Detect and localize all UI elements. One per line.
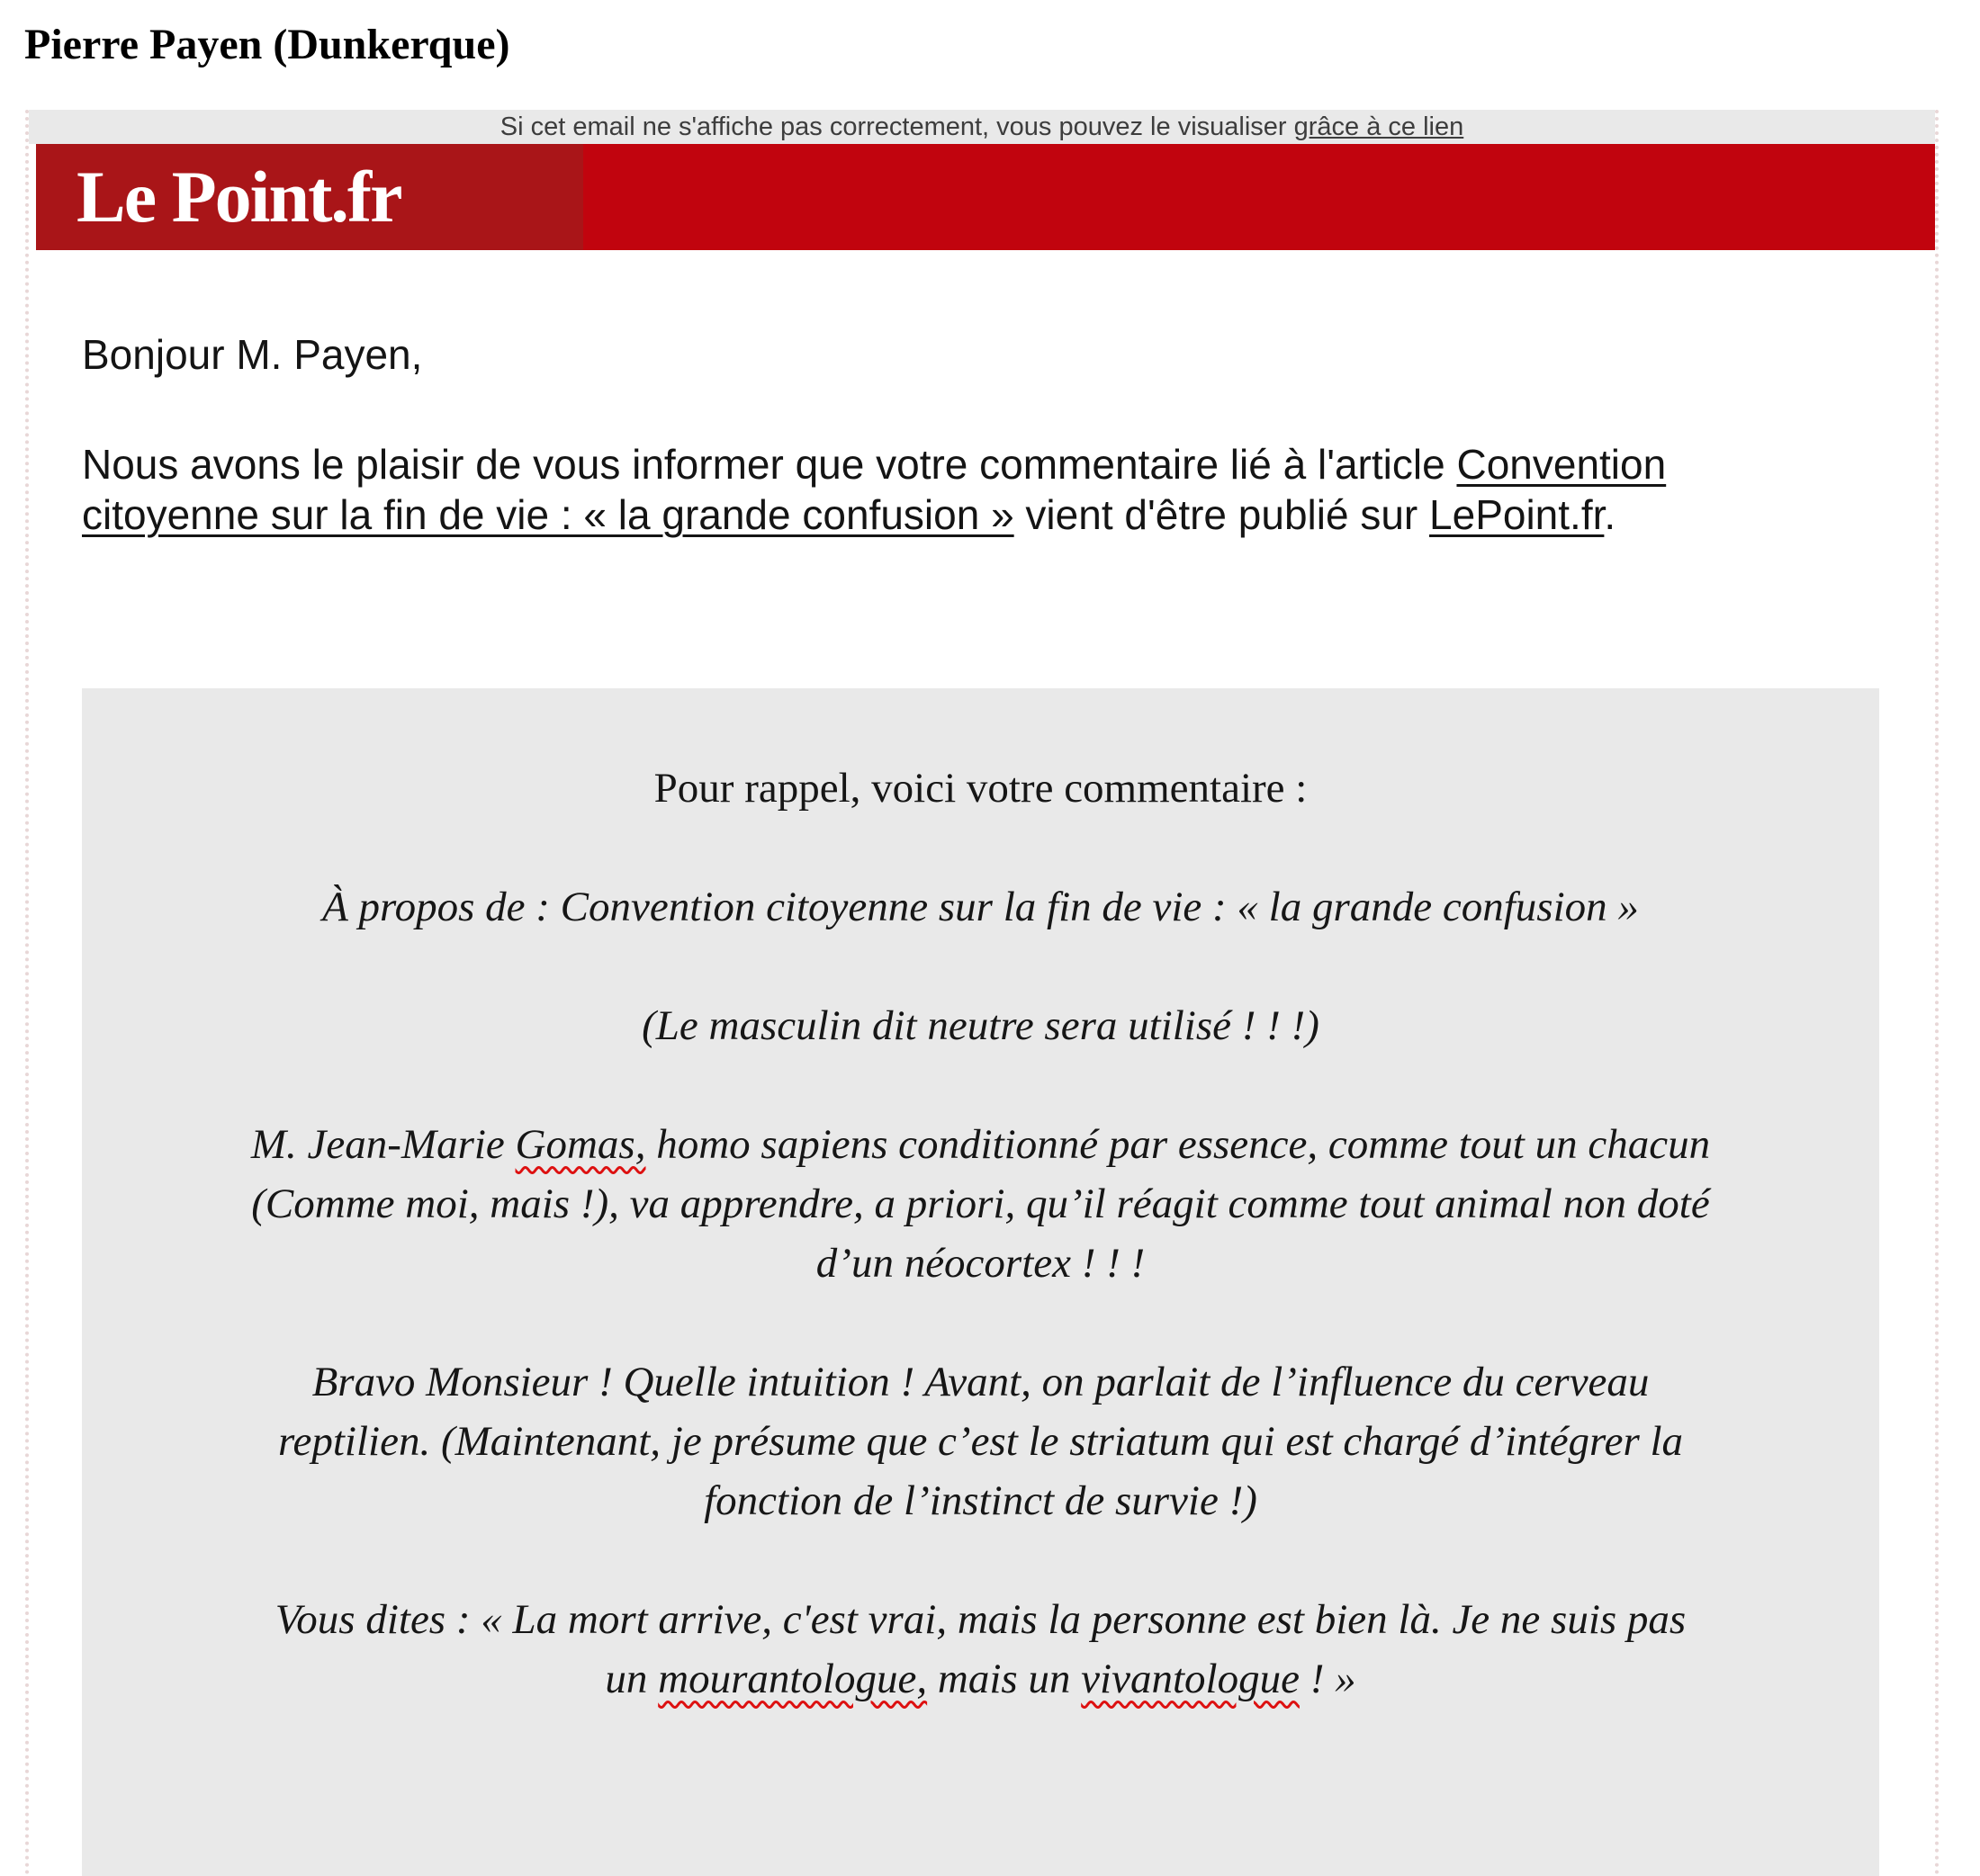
article-link-part-2[interactable]: citoyenne sur la fin de vie : « la grande confusion » <box>82 491 1014 538</box>
email-body <box>29 250 1935 1876</box>
lepoint-logo-text: Le Point.fr <box>76 156 401 238</box>
misspelled-word-mourantologue: mourantologue, <box>658 1656 928 1702</box>
para2-line2: reptilien. (Maintenant, je présume que c’est le striatum qui est chargé d’intégrer la <box>277 1418 1684 1465</box>
email-wrapper <box>25 110 1939 1876</box>
comment-paragraph-1 <box>100 1115 1861 1293</box>
brand-logo <box>36 144 583 250</box>
publish-text-end: . <box>1604 491 1616 538</box>
para3-text: mais un <box>927 1656 1082 1702</box>
para1-line3: d’un néocortex ! ! ! <box>815 1240 1146 1287</box>
comment-paragraph-3 <box>100 1590 1861 1709</box>
comment-paragraph-2 <box>100 1352 1861 1530</box>
sender-title: Pierre Payen (Dunkerque) <box>24 21 510 68</box>
para1-line2: (Comme moi, mais !), va apprendre, a priori, qu’il réagit comme tout animal non doté <box>251 1180 1710 1227</box>
misspelled-word-gomas: Gomas, <box>515 1121 646 1168</box>
para3-text: ! » <box>1299 1656 1356 1702</box>
para1-text: M. Jean-Marie <box>250 1121 516 1168</box>
greeting: Bonjour M. Payen, <box>82 331 423 378</box>
brand-banner <box>36 144 1935 250</box>
comment-box <box>82 688 1879 1876</box>
view-in-browser-link[interactable]: grâce à ce lien <box>1293 112 1464 141</box>
para3-text: un <box>605 1656 659 1702</box>
para1-text: homo sapiens conditionné par essence, comme tout un chacun <box>645 1121 1711 1168</box>
comment-note-line: (Le masculin dit neutre sera utilisé ! ! !) <box>642 1002 1319 1049</box>
misspelled-word-vivantologue: vivantologue <box>1081 1656 1300 1702</box>
comment-intro: Pour rappel, voici votre commentaire : <box>653 765 1308 812</box>
para2-line3: fonction de l’instinct de survie !) <box>704 1477 1257 1524</box>
site-link[interactable]: LePoint.fr <box>1429 491 1605 538</box>
publish-text-2: vient d'être publié sur <box>1013 491 1430 538</box>
publish-text-1: Nous avons le plaisir de vous informer que votre commentaire lié à l'article <box>82 441 1457 488</box>
para2-line1: Bravo Monsieur ! Quelle intuition ! Avant, on parlait de l’influence du cerveau <box>311 1359 1650 1405</box>
comment-about-line: À propos de : Convention citoyenne sur la fin de vie : « la grande confusion » <box>322 884 1639 930</box>
notice-text: Si cet email ne s'affiche pas correctement, vous pouvez le visualiser <box>500 112 1294 141</box>
notice-bar <box>29 110 1935 144</box>
para3-line1: Vous dites : « La mort arrive, c'est vrai, mais la personne est bien là. Je ne suis pas <box>274 1596 1687 1643</box>
article-link-part-1[interactable]: Convention <box>1456 441 1667 488</box>
publish-paragraph <box>82 439 1881 540</box>
